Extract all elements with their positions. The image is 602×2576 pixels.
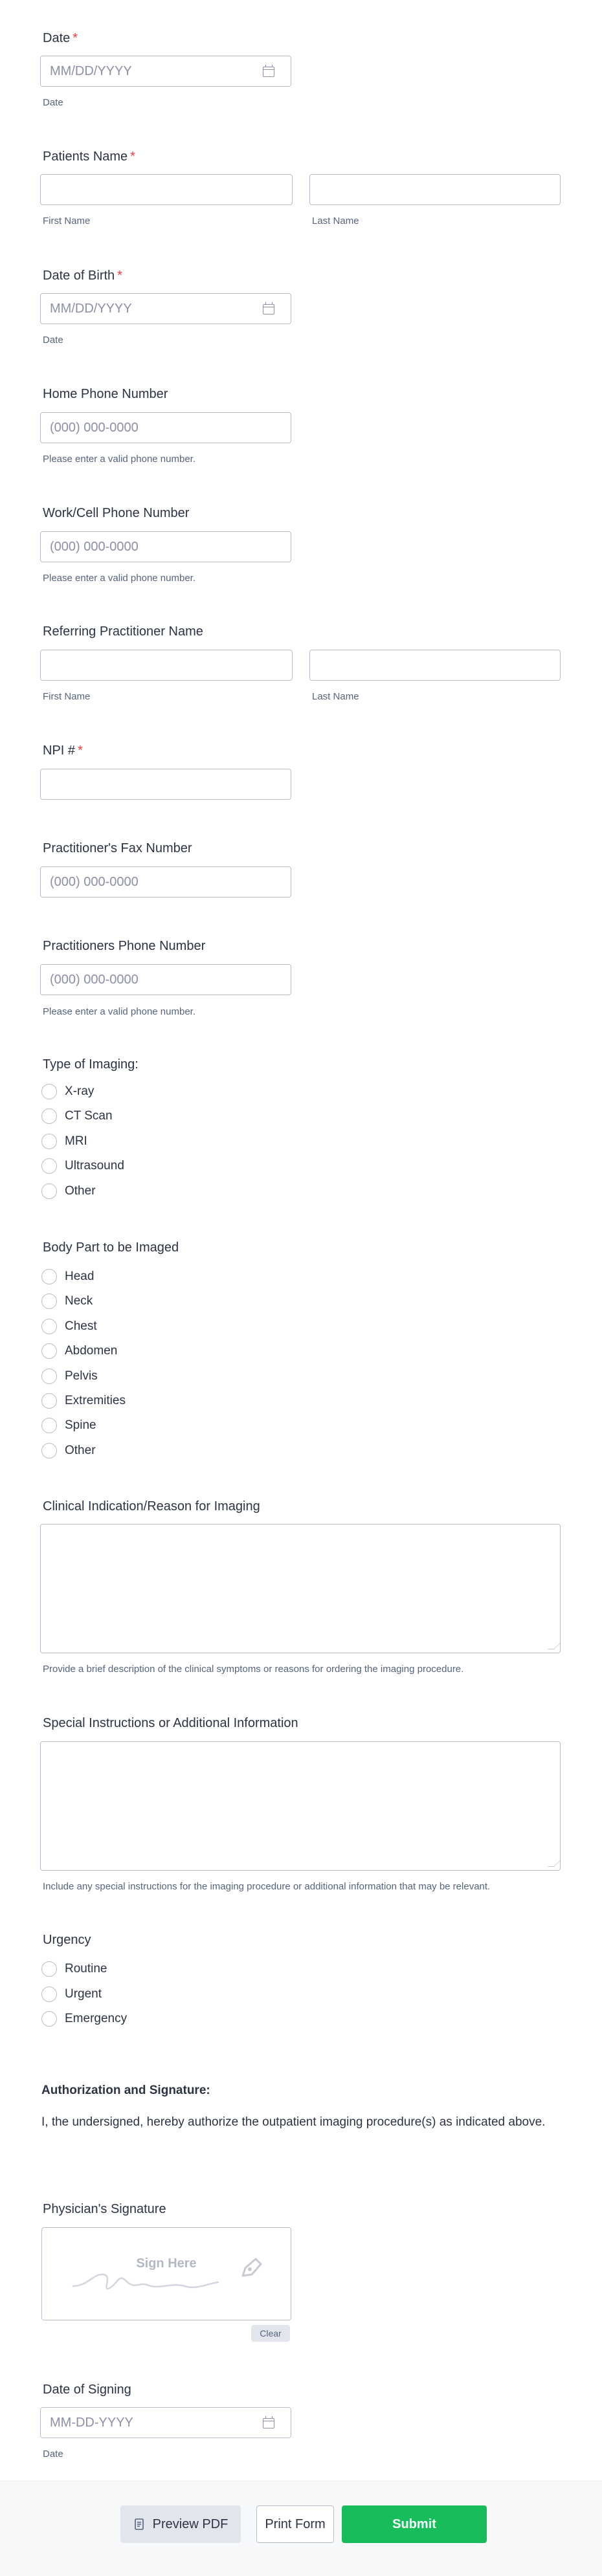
radio-button[interactable] (41, 1987, 57, 2002)
npi-label: NPI # * (43, 743, 83, 758)
pen-icon (236, 2254, 266, 2284)
patient-first-name-sublabel: First Name (43, 215, 91, 226)
date-of-signing-sublabel: Date (43, 2449, 63, 2460)
referring-last-name-sublabel: Last Name (312, 691, 359, 702)
print-form-button[interactable]: Print Form (256, 2505, 334, 2543)
practitioner-phone-sublabel: Please enter a valid phone number. (43, 1006, 195, 1017)
radio-button[interactable] (41, 1418, 57, 1433)
radio-button[interactable] (41, 1084, 57, 1099)
home-phone-input[interactable] (40, 412, 291, 443)
body-part-option[interactable]: Neck (41, 1292, 93, 1311)
radio-button[interactable] (41, 1134, 57, 1149)
special-instructions-textarea[interactable] (40, 1741, 561, 1871)
date-of-signing-input[interactable] (40, 2407, 291, 2438)
patient-last-name-sublabel: Last Name (312, 215, 359, 226)
home-phone-label: Home Phone Number (43, 387, 168, 401)
patient-name-label: Patients Name * (43, 149, 135, 164)
urgency-option[interactable]: Emergency (41, 2009, 127, 2029)
npi-input[interactable] (40, 769, 291, 800)
radio-button[interactable] (41, 1961, 57, 1977)
radio-button[interactable] (41, 1269, 57, 1284)
referring-first-name-input[interactable] (40, 650, 293, 681)
date-label: Date * (43, 31, 78, 45)
dob-label: Date of Birth * (43, 269, 122, 283)
radio-button[interactable] (41, 1183, 57, 1199)
body-part-option[interactable]: Chest (41, 1317, 97, 1336)
body-part-option[interactable]: Other (41, 1441, 96, 1460)
clinical-indication-sublabel: Provide a brief description of the clinical symptoms or reasons for ordering the imaging procedure. (43, 1664, 464, 1675)
radio-button[interactable] (41, 1319, 57, 1334)
special-instructions-sublabel: Include any special instructions for the imaging procedure or additional information that may be relevant. (43, 1881, 491, 1892)
patient-first-name-input[interactable] (40, 174, 293, 205)
date-of-signing-label: Date of Signing (43, 2383, 131, 2397)
radio-button[interactable] (41, 1108, 57, 1124)
body-part-option[interactable]: Spine (41, 1416, 96, 1435)
signature-scribble-decoration (68, 2254, 262, 2299)
calendar-icon[interactable] (263, 304, 274, 314)
clear-signature-button[interactable]: Clear (251, 2325, 290, 2342)
work-phone-sublabel: Please enter a valid phone number. (43, 573, 195, 584)
calendar-icon[interactable] (263, 67, 274, 77)
referring-last-name-input[interactable] (309, 650, 561, 681)
dob-input[interactable] (40, 293, 291, 324)
imaging-type-option[interactable]: Other (41, 1182, 96, 1201)
radio-button[interactable] (41, 1393, 57, 1409)
body-part-option[interactable]: Pelvis (41, 1367, 98, 1386)
signature-placeholder: Sign Here (136, 2256, 197, 2271)
body-part-label: Body Part to be Imaged (43, 1240, 179, 1255)
clinical-indication-label: Clinical Indication/Reason for Imaging (43, 1499, 260, 1514)
dob-sublabel: Date (43, 335, 63, 346)
imaging-type-option[interactable]: X-ray (41, 1082, 94, 1101)
urgency-label: Urgency (43, 1933, 91, 1947)
signature-label: Physician's Signature (43, 2202, 166, 2216)
imaging-type-option[interactable]: Ultrasound (41, 1156, 124, 1176)
signature-pad[interactable] (41, 2227, 291, 2320)
work-phone-input[interactable] (40, 531, 291, 562)
referring-name-label: Referring Practitioner Name (43, 624, 203, 639)
radio-button[interactable] (41, 1369, 57, 1384)
authorization-text: I, the undersigned, hereby authorize the outpatient imaging procedure(s) as indicated above. (41, 2115, 546, 2129)
special-instructions-label: Special Instructions or Additional Information (43, 1716, 298, 1730)
authorization-heading: Authorization and Signature: (41, 2084, 210, 2097)
home-phone-sublabel: Please enter a valid phone number. (43, 454, 195, 465)
practitioner-phone-label: Practitioners Phone Number (43, 939, 206, 953)
date-sublabel: Date (43, 97, 63, 108)
imaging-type-label: Type of Imaging: (43, 1057, 139, 1072)
body-part-option[interactable]: Abdomen (41, 1341, 117, 1361)
radio-button[interactable] (41, 1294, 57, 1309)
work-phone-label: Work/Cell Phone Number (43, 506, 190, 520)
fax-input[interactable] (40, 866, 291, 897)
calendar-icon[interactable] (263, 2418, 274, 2428)
fax-label: Practitioner's Fax Number (43, 841, 192, 855)
imaging-type-option[interactable]: CT Scan (41, 1106, 113, 1126)
preview-pdf-label: Preview PDF (152, 2516, 229, 2531)
submit-button[interactable]: Submit (342, 2505, 487, 2543)
radio-button[interactable] (41, 1158, 57, 1174)
preview-pdf-button[interactable] (120, 2505, 241, 2543)
referring-first-name-sublabel: First Name (43, 691, 91, 702)
imaging-type-option[interactable]: MRI (41, 1132, 87, 1151)
radio-button[interactable] (41, 1443, 57, 1459)
clinical-indication-textarea[interactable] (40, 1524, 561, 1653)
practitioner-phone-input[interactable] (40, 964, 291, 995)
body-part-option[interactable]: Extremities (41, 1391, 126, 1411)
date-input[interactable] (40, 56, 291, 87)
patient-last-name-input[interactable] (309, 174, 561, 205)
urgency-option[interactable]: Urgent (41, 1985, 102, 2004)
radio-button[interactable] (41, 2011, 57, 2027)
urgency-option[interactable]: Routine (41, 1959, 107, 1979)
body-part-option[interactable]: Head (41, 1267, 94, 1286)
footer-divider (0, 2481, 602, 2482)
radio-button[interactable] (41, 1343, 57, 1359)
pdf-icon (133, 2518, 146, 2531)
